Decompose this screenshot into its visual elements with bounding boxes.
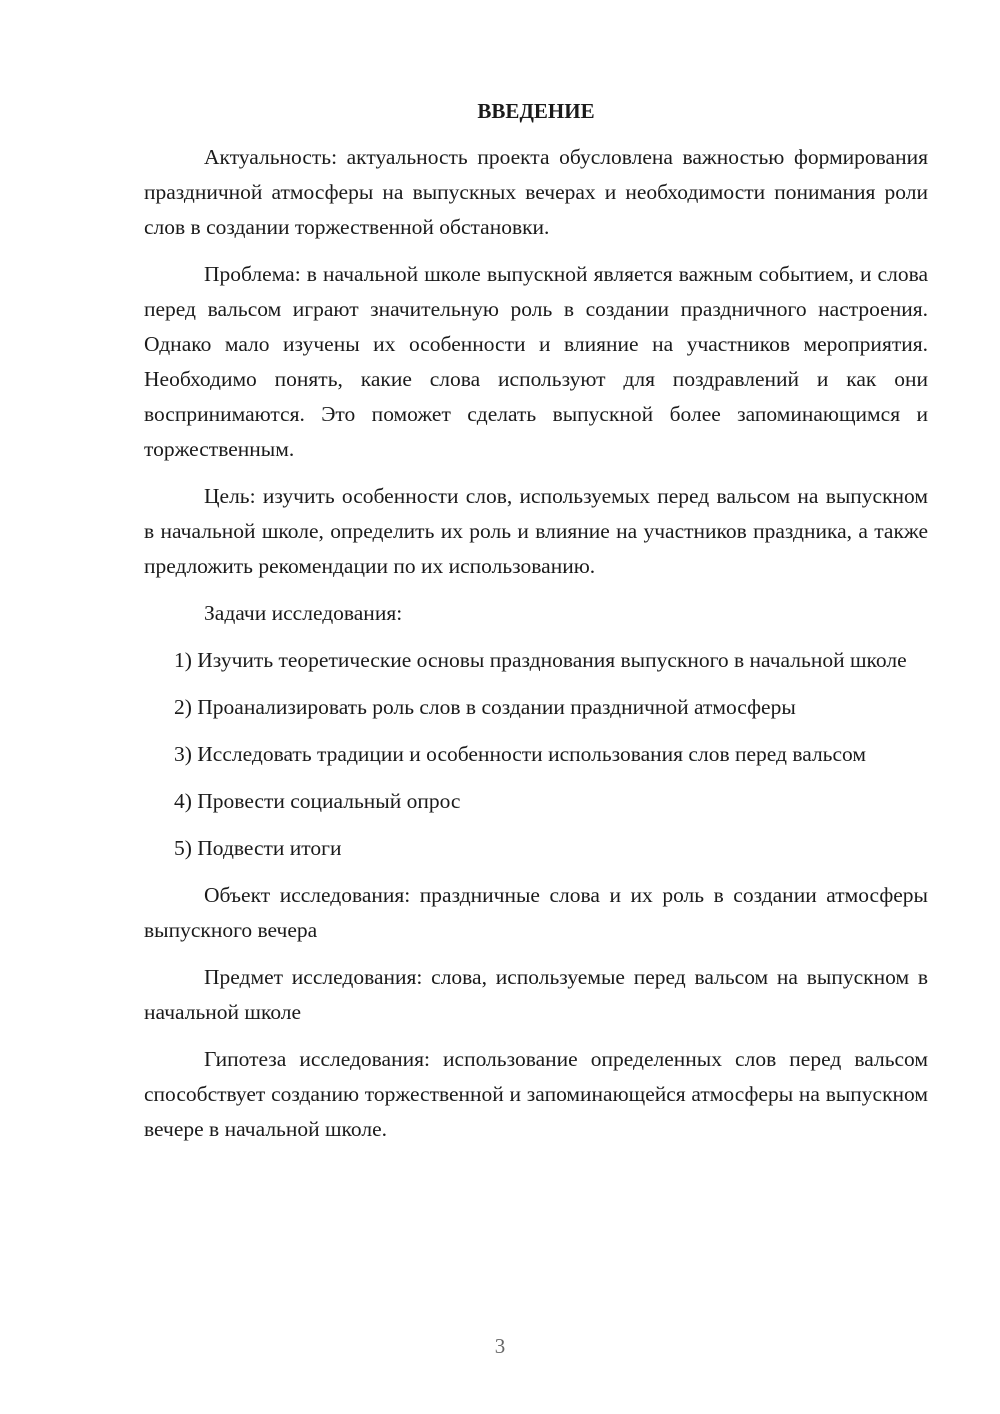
- relevance-paragraph: Актуальность: актуальность проекта обусловлена важностью формирования праздничной атмосферы на выпускных вечерах и необходимости понимания роли слов в создании торжественной обстановки.: [144, 145, 928, 239]
- problem-paragraph: Проблема: в начальной школе выпускной является важным событием, и слова перед вальсом играют значительную роль в создании праздничного настроения. Однако мало изучены их особенности и влияние на участников мероприятия. Необходимо понять, какие слова используют для поздравлений и как они воспринимаются. Это поможет сделать выпускной более запоминающимся и торжественным.: [144, 262, 928, 461]
- object-paragraph: Объект исследования: праздничные слова и их роль в создании атмосферы выпускного вечера: [144, 883, 928, 942]
- subject-paragraph: Предмет исследования: слова, используемые перед вальсом на выпускном в начальной школе: [144, 965, 928, 1024]
- task-item-4: 4) Провести социальный опрос: [174, 789, 461, 813]
- tasks-heading: Задачи исследования:: [204, 601, 403, 625]
- task-item-1: 1) Изучить теоретические основы празднования выпускного в начальной школе: [174, 648, 907, 672]
- document-page: [144, 94, 928, 1159]
- page-title: ВВЕДЕНИЕ: [477, 99, 595, 123]
- hypothesis-paragraph: Гипотеза исследования: использование определенных слов перед вальсом способствует созданию торжественной и запоминающейся атмосферы на выпускном вечере в начальной школе.: [144, 1047, 928, 1141]
- task-item-3: 3) Исследовать традиции и особенности использования слов перед вальсом: [174, 742, 866, 766]
- page-number: 3: [494, 1334, 506, 1358]
- task-item-2: 2) Проанализировать роль слов в создании праздничной атмосферы: [174, 695, 796, 719]
- goal-paragraph: Цель: изучить особенности слов, используемых перед вальсом на выпускном в начальной школе, определить их роль и влияние на участников праздника, а также предложить рекомендации по их использованию.: [144, 484, 928, 578]
- task-item-5: 5) Подвести итоги: [174, 836, 342, 860]
